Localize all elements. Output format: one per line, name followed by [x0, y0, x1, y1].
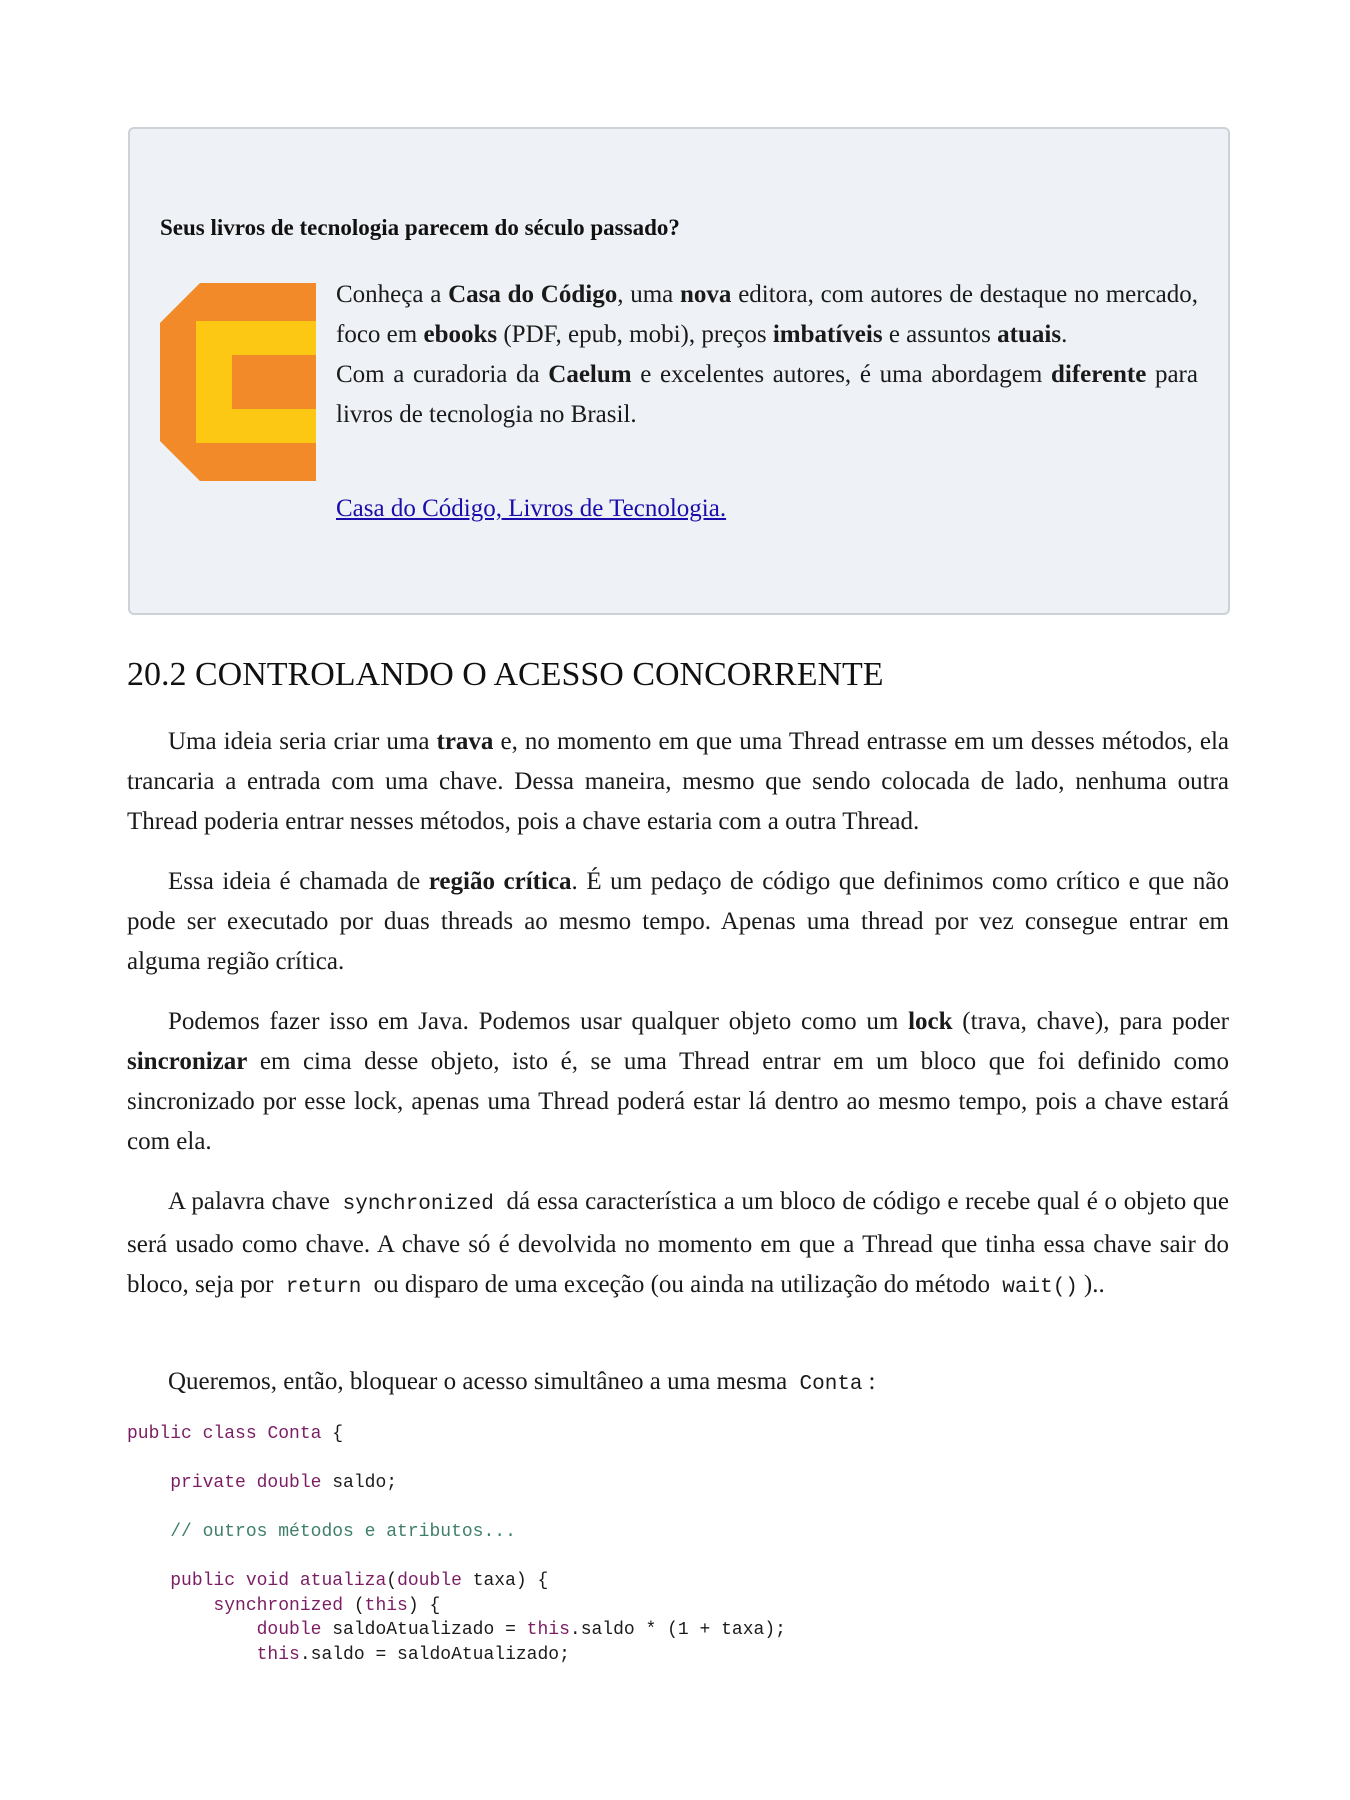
promo-box [128, 127, 1230, 615]
bold-text: Casa do Código [448, 281, 618, 308]
code-line-7 [127, 1645, 570, 1665]
code-keyword: this [364, 1595, 408, 1616]
text: , uma [617, 281, 681, 308]
paragraph-3 [127, 1002, 1229, 1162]
text: Conheça a [336, 281, 449, 308]
text: A palavra chave [168, 1188, 330, 1215]
section-heading: 20.2 CONTROLANDO O ACESSO CONCORRENTE [127, 656, 884, 693]
text: . [1061, 321, 1068, 348]
code-line-2 [127, 1473, 397, 1493]
paragraph-1 [127, 722, 1229, 842]
promo-title: Seus livros de tecnologia parecem do século passado? [160, 215, 680, 240]
bold-text: sincronizar [127, 1048, 248, 1075]
casa-do-codigo-link[interactable]: Casa do Código, Livros de Tecnologia. [336, 495, 727, 522]
code-keyword: this [256, 1644, 300, 1665]
promo-line-2 [336, 355, 1198, 435]
text: Queremos, então, bloquear o acesso simultâneo a uma mesma [168, 1368, 788, 1395]
text: Essa ideia é chamada de [168, 868, 429, 895]
promo-description [336, 275, 1198, 435]
bold-text: ebooks [423, 321, 498, 348]
paragraph-5 [127, 1362, 1229, 1405]
code-identifier: Conta [267, 1424, 322, 1444]
code-line-4 [127, 1571, 548, 1591]
text: ou disparo de uma exceção (ou ainda na utilização do método [373, 1271, 991, 1298]
code-comment: // outros métodos e atributos... [170, 1522, 516, 1542]
promo-line-1 [336, 275, 1198, 355]
code-indent [127, 1620, 257, 1640]
bold-text: atuais [997, 321, 1062, 348]
text: . É um pedaço de código que definimos como crítico e que não pode ser executado por duas threads ao mesmo tempo. Apenas uma thread por vez consegue entrar em alguma região crítica. [127, 868, 1229, 975]
code-indent [127, 1571, 170, 1591]
text: Uma ideia seria criar uma [168, 728, 437, 755]
code-line-3 [127, 1522, 516, 1542]
code-text: saldoAtualizado = [321, 1620, 527, 1640]
inline-code: wait() [1002, 1276, 1078, 1299]
paragraph-2 [127, 862, 1229, 982]
code-keyword: this [526, 1620, 570, 1640]
code-keyword: private double [170, 1473, 322, 1493]
inline-code: Conta [799, 1373, 863, 1396]
casa-do-codigo-logo-icon [160, 283, 316, 481]
code-text: saldo; [321, 1473, 398, 1493]
text: e excelentes autores, é uma abordagem [631, 361, 1051, 388]
text: (PDF, epub, mobi), preços [497, 321, 773, 348]
text: ).. [1083, 1271, 1105, 1298]
code-keyword: synchronized [213, 1595, 344, 1616]
code-indent [127, 1473, 170, 1493]
code-line-1 [127, 1424, 343, 1444]
code-line-6 [127, 1620, 786, 1640]
code-text: ) { [407, 1595, 441, 1616]
code-text: { [321, 1424, 344, 1444]
text: Com a curadoria da [336, 361, 549, 388]
bold-text: trava [436, 728, 494, 755]
code-keyword: double [397, 1571, 462, 1591]
code-text: ( [343, 1595, 365, 1616]
code-text: taxa) { [461, 1571, 549, 1591]
code-keyword: public class [127, 1424, 268, 1444]
bold-text: diferente [1050, 361, 1147, 388]
paragraph-4 [127, 1182, 1229, 1308]
bold-text: nova [680, 281, 732, 308]
text: e assuntos [882, 321, 998, 348]
bold-text: lock [908, 1008, 953, 1035]
logo-outer-shape [160, 283, 316, 481]
code-keyword: double [256, 1620, 322, 1640]
code-indent [127, 1522, 170, 1542]
text: (trava, chave), para poder [952, 1008, 1229, 1035]
text: : [868, 1368, 876, 1395]
code-text: .saldo * (1 + taxa); [569, 1620, 786, 1640]
text: em cima desse objeto, isto é, se uma Thread entrar em um bloco que foi definido como sincronizado por esse lock, apenas uma Thread poderá estar lá dentro ao mesmo tempo, pois a chave estará com ela. [127, 1048, 1229, 1155]
code-text: ( [386, 1571, 398, 1591]
text: Podemos fazer isso em Java. Podemos usar qualquer objeto como um [168, 1008, 909, 1035]
bold-text: Caelum [548, 361, 632, 388]
inline-code: synchronized [342, 1193, 494, 1216]
code-identifier: atualiza [299, 1571, 387, 1591]
code-keyword: public void [170, 1571, 300, 1591]
code-block [127, 1422, 786, 1667]
text: dá essa característica a um bloco de código e recebe qual é o objeto que será usado como chave. A chave só é devolvida no momento em que a Thread que tinha essa chave sair do bloco, seja por [127, 1188, 1230, 1298]
inline-code: return [285, 1276, 362, 1299]
code-text: .saldo = saldoAtualizado; [299, 1644, 570, 1665]
text: para livros de tecnologia no Brasil. [336, 361, 1198, 428]
bold-text: imbatíveis [772, 321, 883, 348]
code-indent [127, 1596, 213, 1616]
text: editora, com autores de destaque no mercado, foco em [336, 281, 1199, 348]
bold-text: região crítica [428, 868, 572, 895]
text: e, no momento em que uma Thread entrasse em um desses métodos, ela trancaria a entrada com uma chave. Dessa maneira, mesmo que sendo colocada de lado, nenhuma outra Thread poderia entrar nesses métodos, pois a chave estaria com a outra Thread. [127, 728, 1230, 835]
code-line-5 [127, 1596, 440, 1616]
code-indent [127, 1645, 257, 1665]
